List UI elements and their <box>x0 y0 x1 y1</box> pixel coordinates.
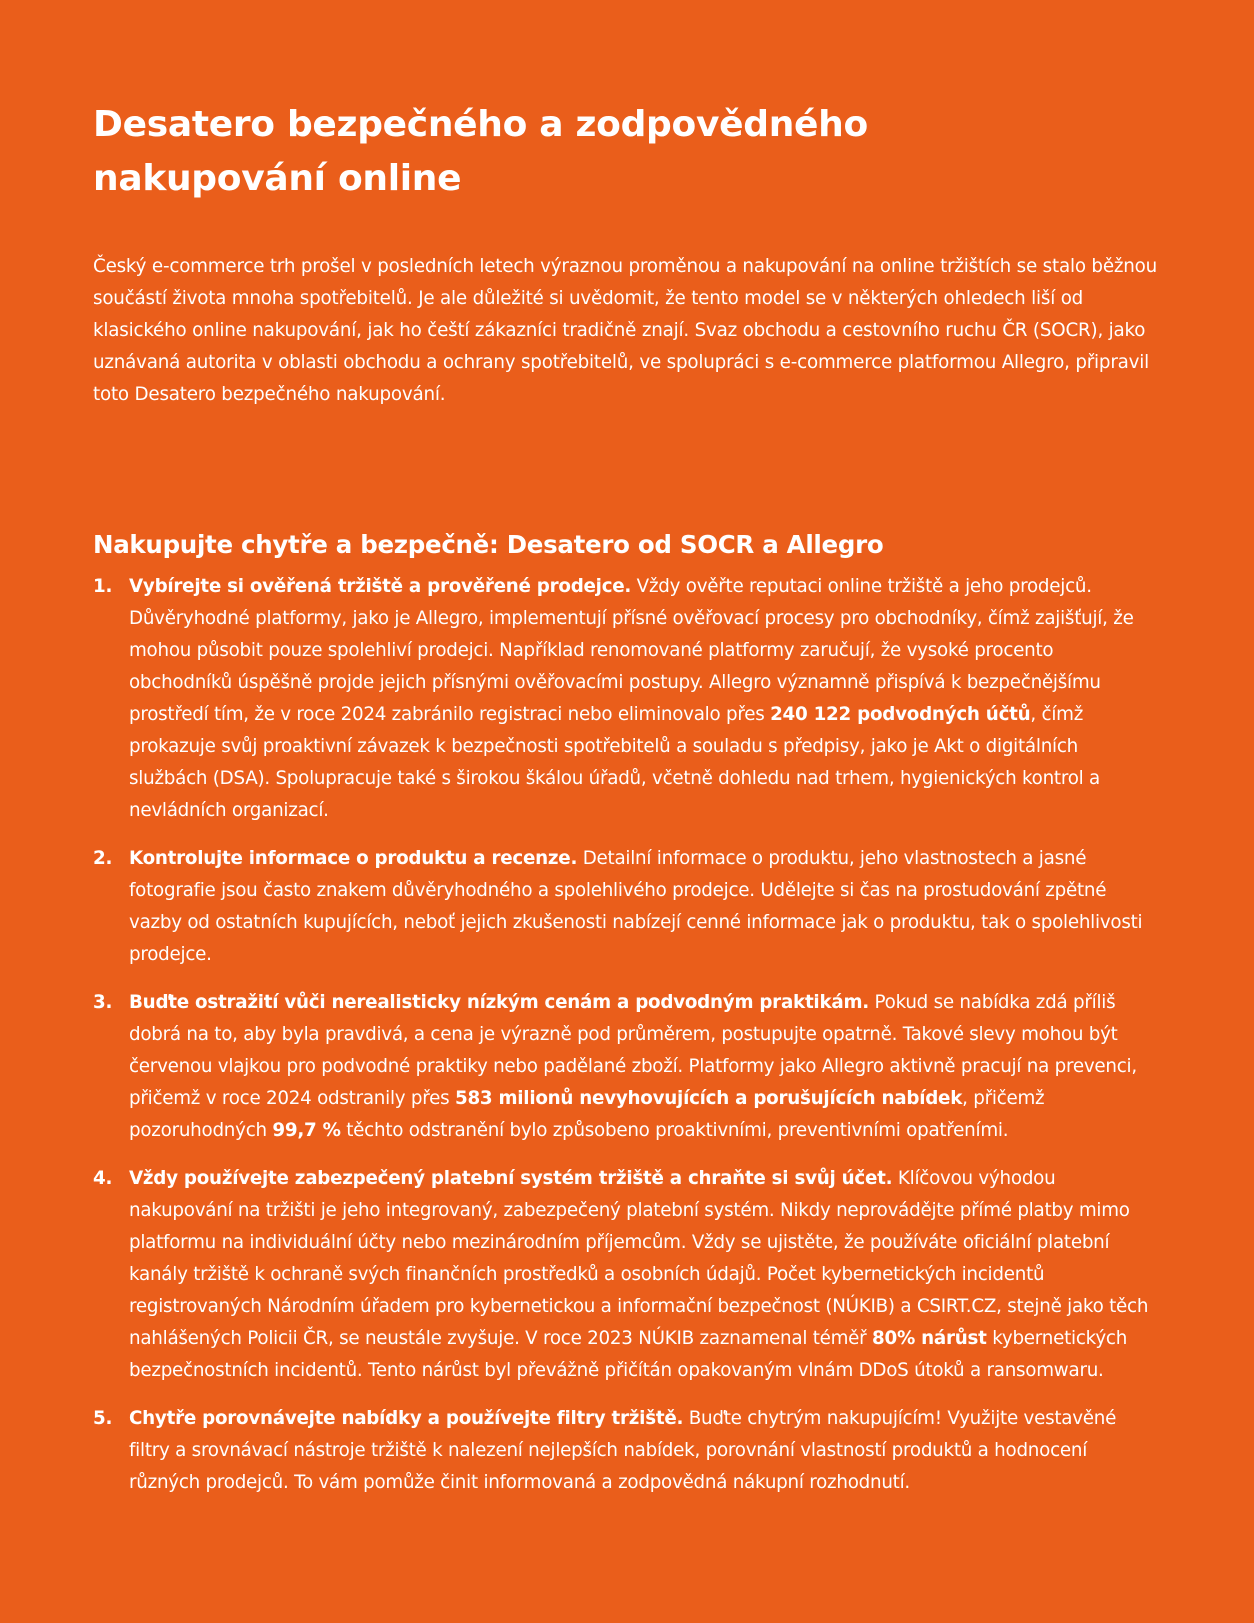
list-item <box>93 1403 1159 1499</box>
item-highlight: 80% nárůst <box>872 1328 987 1349</box>
item-lead: Vždy používejte zabezpečený platební systém tržiště a chraňte si svůj účet. <box>129 1168 893 1189</box>
list-item <box>93 1163 1159 1387</box>
item-number: 2. <box>93 848 113 869</box>
list-item <box>93 843 1159 971</box>
item-text: Vždy ověřte reputaci online tržiště a jeho prodejců. Důvěryhodné platformy, jako je Allegro, implementují přísné ověřovací procesy pro obchodníky, čímž zajišťují, že mohou působit pouze spolehliví prodejci. Například renomované platformy zaručují, že vysoké procento obchodníků úspěšně projde jejich přísnými ověřovacími postupy. Allegro významně přispívá k bezpečnějšímu prostředí tím, že v roce 2024 zabránilo registraci nebo eliminovalo přes <box>129 576 1134 725</box>
item-lead: Chytře porovnávejte nabídky a používejte filtry tržiště. <box>129 1408 684 1429</box>
item-lead: Kontrolujte informace o produktu a recenze. <box>129 848 578 869</box>
item-text: Pokud se nabídka zdá příliš dobrá na to, aby byla pravdivá, a cena je výrazně pod průměrem, postupujte opatrně. Takové slevy mohou být červenou vlajkou pro podvodné praktiky nebo padělané zboží. Platformy jako Allegro aktivně pracují na prevenci, přičemž v roce 2024 odstranily přes <box>129 992 1137 1109</box>
item-lead: Vybírejte si ověřená tržiště a prověřené prodejce. <box>129 576 632 597</box>
document-page <box>93 98 1159 1515</box>
item-text: Klíčovou výhodou nakupování na tržišti je jeho integrovaný, zabezpečený platební systém. Nikdy neprovádějte přímé platby mimo platformu na individuální účty nebo mezinárodním příjemcům. Vždy se ujistěte, že používáte oficiální platební kanály tržiště k ochraně svých finančních prostředků a osobních údajů. Počet kybernetických incidentů registrovaných Národním úřadem pro kybernetickou a informační bezpečnost (NÚKIB) a CSIRT.CZ, stejně jako těch nahlášených Policii ČR, se neustále zvyšuje. V roce 2023 NÚKIB zaznamenal téměř <box>129 1168 1149 1349</box>
item-text: , přičemž pozoruhodných <box>129 1088 1045 1141</box>
item-highlight: 240 122 podvodných účtů <box>770 704 1031 725</box>
item-number: 3. <box>93 992 113 1013</box>
page-title: Desatero bezpečného a zodpovědného nakupování online <box>93 104 868 199</box>
item-number: 1. <box>93 576 113 597</box>
item-text: Buďte chytrým nakupujícím! Využijte vestavěné filtry a srovnávací nástroje tržiště k nalezení nejlepších nabídek, porovnání vlastností produktů a hodnocení různých prodejců. To vám pomůže činit informovaná a zodpovědná nákupní rozhodnutí. <box>129 1408 1117 1493</box>
list-item <box>93 987 1159 1147</box>
item-text: , čímž prokazuje svůj proaktivní závazek k bezpečnosti spotřebitelů a souladu s předpisy, jako je Akt o digitálních službách (DSA). Spolupracuje také s širokou škálou úřadů, včetně dohledu nad trhem, hygienických kontrol a nevládních organizací. <box>129 704 1100 821</box>
item-text: Detailní informace o produktu, jeho vlastnostech a jasné fotografie jsou často znakem důvěryhodného a spolehlivého prodejce. Udělejte si čas na prostudování zpětné vazby od ostatních kupujících, neboť jejich zkušenosti nabízejí cenné informace jak o produktu, tak o spolehlivosti prodejce. <box>129 848 1143 965</box>
list-item <box>93 571 1159 827</box>
item-highlight: 583 milionů nevyhovujících a porušujících nabídek <box>454 1088 963 1109</box>
tips-list <box>93 571 1159 1499</box>
item-number: 5. <box>93 1408 113 1429</box>
item-highlight: 99,7 % <box>272 1120 341 1141</box>
item-lead: Buďte ostražití vůči nerealisticky nízkým cenám a podvodným praktikám. <box>129 992 869 1013</box>
item-number: 4. <box>93 1168 113 1189</box>
item-text: těchto odstranění bylo způsobeno proaktivními, preventivními opatřeními. <box>340 1120 1009 1141</box>
section-heading: Nakupujte chytře a bezpečně: Desatero od SOCR a Allegro <box>93 530 884 559</box>
intro-paragraph: Český e-commerce trh prošel v posledních letech výraznou proměnou a nakupování na online tržištích se stalo běžnou součástí života mnoha spotřebitelů. Je ale důležité si uvědomit, že tento model se v některých ohledech liší od klasického online nakupování, jak ho čeští zákazníci tradičně znají. Svaz obchodu a cestovního ruchu ČR (SOCR), jako uznávaná autorita v oblasti obchodu a ochrany spotřebitelů, ve spolupráci s e-commerce platformou Allegro, připravil toto Desatero bezpečného nakupování. <box>93 256 1158 405</box>
item-text: kybernetických bezpečnostních incidentů. Tento nárůst byl převážně přičítán opakovaným vlnám DDoS útoků a ransomwaru. <box>129 1328 1128 1381</box>
